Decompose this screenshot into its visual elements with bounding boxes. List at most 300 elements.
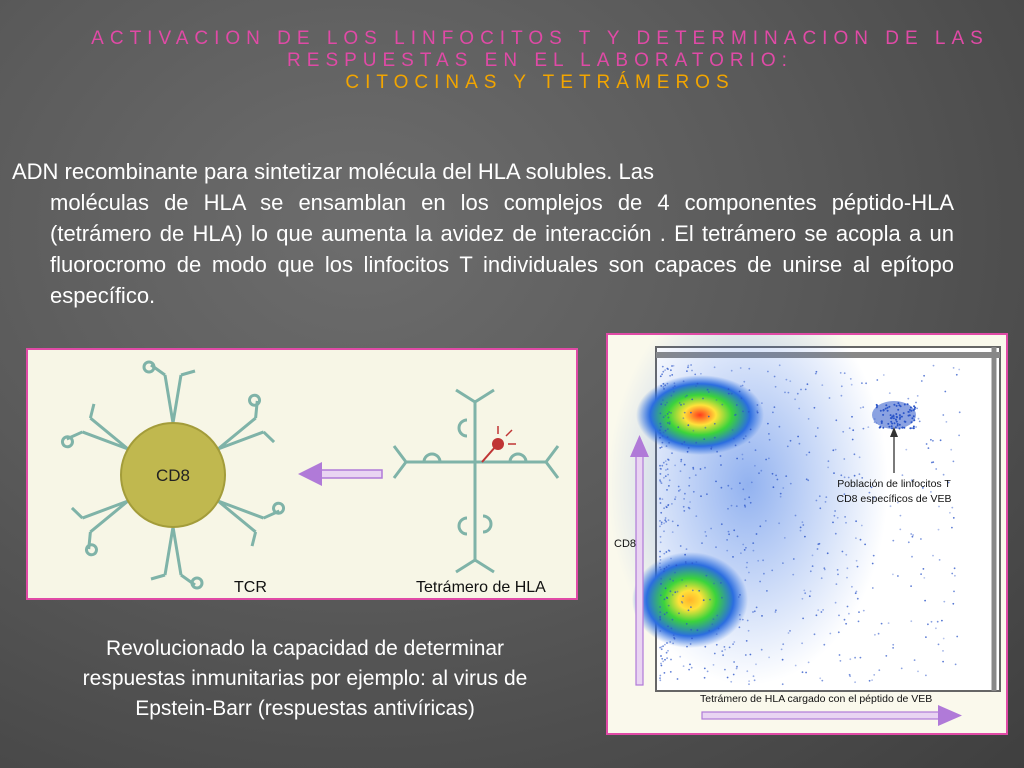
scatter-dot [835,533,837,535]
scatter-dot [749,441,751,443]
scatter-dot [661,658,663,660]
scatter-dot [677,678,679,680]
scatter-dot [684,493,686,495]
scatter-dot [724,646,726,648]
scatter-dot [942,661,944,663]
scatter-dot [700,373,702,375]
scatter-dot [669,641,671,643]
scatter-dot [668,550,670,552]
scatter-dot [724,669,726,671]
scatter-dot [695,515,697,517]
scatter-dot [716,633,718,635]
scatter-dot [728,388,730,390]
body-rest: moléculas de HLA se ensamblan en los complejos de 4 componentes péptido-HLA (tetrámero de HLA) lo que aumenta la avidez de interacción . El tetrámero se acopla a un fluorocromo de modo que los linfocitos T individuales son capaces de unirse al epítopo específico. [50,190,954,308]
scatter-dot [659,562,661,564]
scatter-dot [795,515,797,517]
scatter-dot [703,599,705,601]
y-axis-label: CD8 [614,538,637,550]
scatter-dot [736,668,738,670]
scatter-dot [665,506,667,508]
scatter-dot [780,493,782,495]
scatter-dot [829,397,831,399]
scatter-dot [927,623,929,625]
scatter-dot [742,454,744,456]
scatter-dot [668,605,670,607]
scatter-dot [931,621,933,623]
scatter-dot [714,366,716,368]
scatter-dot [742,488,744,490]
scatter-dot [815,373,817,375]
scatter-dot [823,644,825,646]
scatter-dot [659,447,661,449]
scatter-dot [748,680,750,682]
scatter-dot [668,411,670,413]
scatter-dot [746,670,748,672]
scatter-dot [740,367,742,369]
scatter-dot [852,439,854,441]
scatter-dot [661,482,663,484]
scatter-dot [950,449,952,451]
scatter-dot [707,389,709,391]
scatter-dot [920,538,922,540]
scatter-dot [859,473,861,475]
scatter-dot [691,638,693,640]
scatter-dot [758,472,760,474]
scatter-dot [928,447,930,449]
scatter-dot [695,442,697,444]
scatter-dot [747,620,749,622]
scatter-dot [836,583,838,585]
scatter-dot [660,426,662,428]
scatter-dot [942,414,944,416]
scatter-dot [660,473,662,475]
scatter-dot [667,468,669,470]
scatter-dot [748,496,750,498]
scatter-dot [825,496,827,498]
scatter-dot [660,375,662,377]
scatter-dot [735,445,737,447]
scatter-dot [851,416,853,418]
scatter-dot [660,432,662,434]
scatter-dot [665,521,667,523]
scatter-dot [873,674,875,676]
scatter-dot [760,470,762,472]
scatter-dot [865,382,867,384]
scatter-dot [900,515,902,517]
scatter-dot [680,461,682,463]
scatter-dot [855,537,857,539]
scatter-dot [689,664,691,666]
title-line-1: ACTIVACION DE LOS LINFOCITOS T Y DETERMINACION DE LAS [91,28,989,49]
scatter-dot [774,406,776,408]
scatter-dot [767,423,769,425]
scatter-dot [684,464,686,466]
scatter-dot [672,531,674,533]
scatter-dot [688,507,690,509]
scatter-dot [674,382,676,384]
scatter-dot [854,475,856,477]
scatter-dot [838,615,840,617]
scatter-dot [689,477,691,479]
scatter-dot [722,654,724,656]
scatter-dot [662,661,664,663]
scatter-dot [799,443,801,445]
scatter-dot [775,475,777,477]
scatter-dot [745,654,747,656]
scatter-dot [678,612,680,614]
scatter-dot [754,679,756,681]
scatter-dot [675,564,677,566]
scatter-dot [663,507,665,509]
scatter-dot [660,502,662,504]
scatter-dot [753,675,755,677]
scatter-dot [781,649,783,651]
scatter-dot [690,643,692,645]
scatter-dot [672,521,674,523]
scatter-dot [932,555,934,557]
scatter-dot [837,569,839,571]
scatter-dot [812,555,814,557]
title-line-2: RESPUESTAS EN EL LABORATORIO: [287,50,793,71]
scatter-dot [738,596,740,598]
scatter-dot [667,436,669,438]
scatter-dot [790,483,792,485]
scatter-dot [837,574,839,576]
scatter-dot [672,387,674,389]
scatter-dot [660,594,662,596]
scatter-dot [902,474,904,476]
scatter-dot [713,664,715,666]
scatter-dot [673,391,675,393]
scatter-dot [750,502,752,504]
scatter-dot [662,498,664,500]
scatter-dot [659,675,661,677]
scatter-dot [706,493,708,495]
scatter-dot [761,402,763,404]
scatter-dot [843,458,845,460]
scatter-dot [684,412,686,414]
scatter-dot [673,637,675,639]
scatter-dot [667,413,669,415]
scatter-dot [793,558,795,560]
scatter-dot [714,437,716,439]
scatter-dot [728,393,730,395]
scatter-dot [661,465,663,467]
scatter-dot [943,638,945,640]
scatter-dot [665,475,667,477]
scatter-dot [667,422,669,424]
flow-plot-svg [608,335,1006,733]
scatter-dot [854,657,856,659]
scatter-dot [955,664,957,666]
scatter-dot [923,577,925,579]
scatter-dot [687,366,689,368]
scatter-dot [924,600,926,602]
scatter-dot [703,438,705,440]
scatter-dot [754,465,756,467]
scatter-dot [863,610,865,612]
scatter-dot [696,561,698,563]
scatter-dot [914,659,916,661]
scatter-dot [660,569,662,571]
scatter-dot [672,580,674,582]
scatter-dot [775,609,777,611]
scatter-dot [817,543,819,545]
scatter-dot [899,529,901,531]
scatter-dot [846,577,848,579]
scatter-dot [736,458,738,460]
scatter-dot [733,661,735,663]
scatter-dot [741,397,743,399]
scatter-dot [920,573,922,575]
scatter-dot [819,495,821,497]
scatter-dot [835,602,837,604]
scatter-dot [768,433,770,435]
scatter-dot [808,452,810,454]
scatter-dot [659,679,661,681]
scatter-dot [907,398,909,400]
scatter-dot [795,665,797,667]
scatter-dot [828,460,830,462]
scatter-dot [733,641,735,643]
scatter-dot [710,528,712,530]
scatter-dot [819,507,821,509]
scatter-dot [686,646,688,648]
scatter-dot [667,459,669,461]
scatter-dot [701,542,703,544]
scatter-dot [768,657,770,659]
scatter-dot [680,404,682,406]
scatter-dot [782,487,784,489]
scatter-dot [668,504,670,506]
tetramer-diagram-svg [28,350,576,598]
scatter-dot [728,533,730,535]
scatter-dot [842,551,844,553]
scatter-dot [744,549,746,551]
scatter-dot [663,553,665,555]
scatter-dot [837,517,839,519]
scatter-dot [755,663,757,665]
x-axis-label: Tetrámero de HLA cargado con el péptido de VEB [700,693,933,705]
scatter-dot [832,522,834,524]
scatter-dot [670,659,672,661]
scatter-dot [844,516,846,518]
scatter-dot [912,536,914,538]
scatter-dot [679,402,681,404]
scatter-dot [682,595,684,597]
scatter-dot [761,615,763,617]
scatter-dot [892,647,894,649]
scatter-dot [786,379,788,381]
scatter-dot [688,669,690,671]
scatter-dot [660,481,662,483]
scatter-dot [661,665,663,667]
scatter-dot [835,419,837,421]
scatter-dot [913,427,915,429]
scatter-dot [885,655,887,657]
scatter-dot [933,365,935,367]
scatter-dot [780,496,782,498]
flow-cytometry-plot [606,333,1008,735]
scatter-dot [708,630,710,632]
scatter-dot [943,601,945,603]
scatter-dot [788,632,790,634]
scatter-dot [750,429,752,431]
scatter-dot [925,636,927,638]
scatter-dot [730,681,732,683]
scatter-dot [693,430,695,432]
scatter-dot [952,603,954,605]
scatter-dot [756,607,758,609]
scatter-dot [938,506,940,508]
scatter-dot [661,648,663,650]
scatter-dot [842,431,844,433]
scatter-dot [709,599,711,601]
scatter-dot [670,671,672,673]
scatter-dot [666,445,668,447]
scatter-dot [823,567,825,569]
scatter-dot [685,396,687,398]
scatter-dot [686,370,688,372]
scatter-dot [919,421,921,423]
scatter-dot [935,627,937,629]
scatter-dot [854,453,856,455]
scatter-dot [660,663,662,665]
body-first-line: ADN recombinante para sintetizar molécula del HLA solubles. Las [12,159,654,184]
scatter-dot [721,597,723,599]
scatter-dot [847,606,849,608]
binding-arrow [298,462,382,486]
scatter-dot [805,389,807,391]
scatter-dot [861,382,863,384]
scatter-dot [809,595,811,597]
scatter-dot [782,683,784,685]
tcr-label: TCR [234,579,267,596]
scatter-dot [833,472,835,474]
scatter-dot [860,539,862,541]
scatter-dot [664,384,666,386]
scatter-dot [659,616,661,618]
scatter-dot [914,407,916,409]
scatter-dot [794,398,796,400]
scatter-dot [848,613,850,615]
scatter-dot [923,375,925,377]
scatter-dot [674,572,676,574]
scatter-dot [748,572,750,574]
scatter-dot [804,592,806,594]
scatter-dot [667,428,669,430]
scatter-dot [797,436,799,438]
scatter-dot [871,679,873,681]
scatter-dot [702,398,704,400]
scatter-dot [739,619,741,621]
scatter-dot [775,611,777,613]
annotation-line-2: CD8 específicos de VEB [836,493,952,505]
scatter-dot [872,587,874,589]
scatter-dot [742,619,744,621]
scatter-dot [798,408,800,410]
scatter-dot [686,548,688,550]
scatter-dot [669,578,671,580]
scatter-dot [731,505,733,507]
scatter-dot [788,392,790,394]
scatter-dot [706,575,708,577]
scatter-dot [713,618,715,620]
scatter-dot [854,681,856,683]
scatter-dot [817,427,819,429]
scatter-dot [691,562,693,564]
scatter-dot [664,598,666,600]
scatter-dot [802,618,804,620]
scatter-dot [810,570,812,572]
scatter-dot [892,644,894,646]
scatter-dot [716,615,718,617]
scatter-dot [774,376,776,378]
scatter-dot [840,372,842,374]
scatter-dot [881,623,883,625]
scatter-dot [814,407,816,409]
scatter-dot [821,577,823,579]
scatter-dot [832,449,834,451]
scatter-dot [697,383,699,385]
scatter-dot [765,520,767,522]
scatter-dot [876,404,878,406]
scatter-dot [915,426,917,428]
scatter-dot [838,631,840,633]
scatter-dot [665,415,667,417]
scatter-dot [659,611,661,613]
scatter-dot [864,544,866,546]
scatter-dot [834,510,836,512]
scatter-dot [721,487,723,489]
scatter-dot [840,660,842,662]
scatter-dot [705,427,707,429]
scatter-dot [782,562,784,564]
scatter-dot [782,659,784,661]
scatter-dot [744,506,746,508]
scatter-dot [720,464,722,466]
x-axis-arrow [702,705,962,726]
scatter-dot [743,381,745,383]
scatter-dot [720,582,722,584]
scatter-dot [800,527,802,529]
scatter-dot [659,606,661,608]
scatter-dot [892,540,894,542]
scatter-dot [671,374,673,376]
scatter-dot [800,389,802,391]
scatter-dot [715,546,717,548]
scatter-dot [672,619,674,621]
scatter-dot [787,446,789,448]
scatter-dot [768,458,770,460]
scatter-dot [691,399,693,401]
scatter-dot [839,654,841,656]
scatter-dot [663,388,665,390]
scatter-dot [694,374,696,376]
scatter-dot [817,609,819,611]
scatter-dot [883,374,885,376]
scatter-dot [905,449,907,451]
scatter-dot [769,439,771,441]
scatter-dot [667,650,669,652]
scatter-dot [757,404,759,406]
scatter-dot [664,672,666,674]
scatter-dot [666,464,668,466]
scatter-dot [689,501,691,503]
scatter-dot [662,435,664,437]
scatter-dot [720,455,722,457]
scatter-dot [937,621,939,623]
